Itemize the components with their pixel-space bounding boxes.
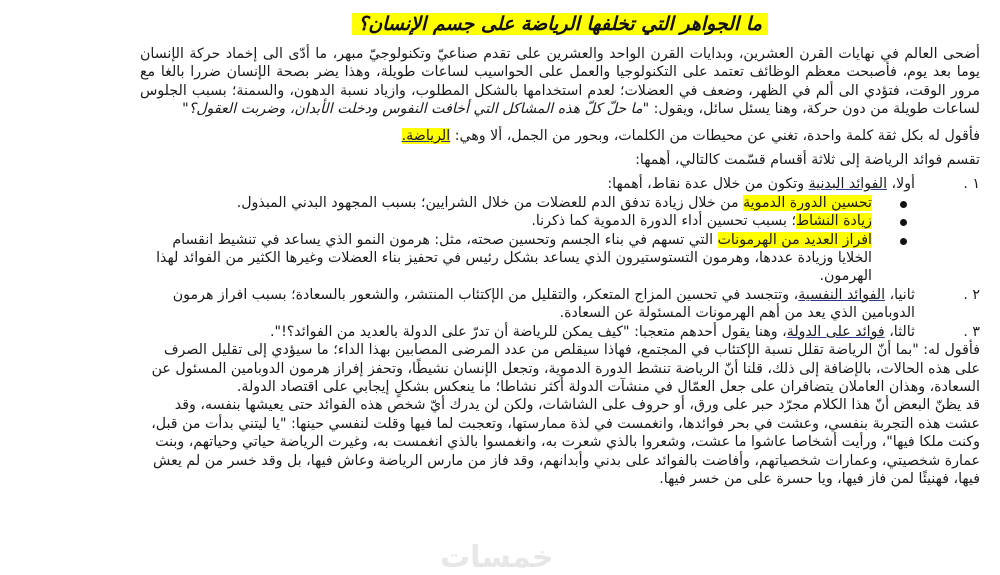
point-highlight: افراز العديد من الهرمونات <box>717 231 872 248</box>
bullet-icon <box>900 219 907 226</box>
list-item <box>140 194 915 212</box>
reply-paragraph: فأقول له: "بما أنّ الرياضة تقلل نسبة الإكتئاب في المجتمع، فهاذا سيقلص من عدد المرضى المصابين بهذا الداء؛ ما سيؤدي إلى تقليل الصرف على هذه الحالات، بالإضافة إلى ذلك، قلنا أنّ الرياضة تنشط الدورة الدموية، وتجعل الإنسان نشيطًا، وتحفز إفراز هرمون الدوبامين المسئول عن السعادة، وهذان العاملان يتضافران على جعل العمّال في منشآت الدولة أكثر نشاطا؛ ما ينعكس بشكلٍ إيجابي على اقتصاد الدولة. <box>151 342 980 395</box>
benefit-item-state <box>140 323 980 341</box>
physical-points-list <box>140 194 915 286</box>
point-highlight: زيادة النشاط <box>795 213 872 230</box>
point-text: التي تسهم في بناء الجسم وتحسين صحته، مثل: هرمون النمو الذي يساعد في تنشيط انقسام الخلايا وزيادة عددها، وهرمون التستوستيرون الذي يساعد بشكل رئيس في تحفيز بناء العضلات وغيرها الكثير من الفوائد لهذا الهرمون. <box>156 231 872 285</box>
benefit-item-psychological <box>140 286 980 323</box>
list-number: ١ . <box>963 176 980 193</box>
intro-quote: "ما حلّ كلّ هذه المشاكل التي أخافت النفوس ودخلت الأبدان، وضربت العقول؟" <box>182 101 650 118</box>
list-item <box>140 231 915 286</box>
answer-highlight: الرياضة. <box>401 127 451 144</box>
benefit-label: الفوائد النفسية <box>798 286 886 303</box>
benefit-label: الفوائد البدنية <box>808 176 888 193</box>
title-wrap <box>140 0 980 43</box>
bullet-icon <box>900 238 907 245</box>
benefit-label: فوائد على الدولة <box>786 323 885 340</box>
intro-paragraph <box>140 45 980 119</box>
benefit-prefix: أولا، <box>887 176 915 193</box>
benefit-text: ، وتتجسد في تحسين المزاج المتعكر، والتقليل من الإكتئاب المنتشر، والشعور بالسعادة؛ بسبب افراز هرمون الدوبامين الذي يعد من أهم الهرمونات المسئولة عن السعادة. <box>172 286 915 322</box>
document-page <box>140 0 980 488</box>
point-text: من خلال زيادة تدفق الدم للعضلات من خلال الشرايين؛ بسبب المجهود البدني المبذول. <box>236 194 744 211</box>
benefit-prefix: ثالثا، <box>884 323 915 340</box>
answer-text: فأقول له بكل ثقة كلمة واحدة، تغني عن محيطات من الكلمات، وبحور من الجمل، ألا وهي: <box>450 127 980 144</box>
benefit-text: ، وهنا يقول أحدهم متعجبا: "كيف يمكن للرياضة أن تدرّ على الدولة بالعديد من الفوائد؟!". <box>270 323 787 340</box>
list-number: ٢ . <box>963 286 980 303</box>
benefit-text: وتكون من خلال عدة نقاط، أهمها: <box>607 176 809 193</box>
answer-paragraph <box>140 127 980 145</box>
division-paragraph: تقسم فوائد الرياضة إلى ثلاثة أقسام قسّمت كالتالي، أهمها: <box>635 152 980 169</box>
point-text: ؛ بسبب تحسين أداء الدورة الدموية كما ذكرنا. <box>531 213 796 230</box>
watermark: خمسات <box>440 540 554 575</box>
document-title: ما الجواهر التي تخلفها الرياضة على جسم الإنسان؟ <box>352 13 768 35</box>
list-number: ٣ . <box>963 323 980 340</box>
benefit-item-physical <box>140 175 980 285</box>
list-item <box>140 212 915 230</box>
bullet-icon <box>900 201 907 208</box>
benefit-prefix: ثانيا، <box>885 286 915 303</box>
closing-paragraph: قد يظنّ البعض أنّ هذا الكلام مجرّد حبر على ورق، أو حروف على الشاشات، ولكن لن يدرك أيّ شخص هذه الفوائد حتى يعيشها بنفسه، وقد عشت هذه التجربة بنفسي، وعشت في بحر فوائدها، وانغمست في لذة ممارستها، وتعجبت لما فيها وقلت لنفسي حينها: "يا ليتني بدأت من قبل، وكنت ملكا فيها"، ورأيت أشخاصا عاشوا ما عشت، وشعروا بالذي شعرت به، وانغمسوا بالذي انغمست به، وغيرت الرياضة حياتي وحياتهم، وبنت عمارة شخصيتي، وعمارات شخصياتهم، وأفاضت بالفوائد على بدني وأبدانهم، وقد فاز من مارس الرياضة وعاش فيها، بل وقد خسر من لم يعش فيها، فهنيئًا لمن فاز فيها، ويا حسرة على من خسر فيها. <box>151 397 980 487</box>
benefits-list <box>140 175 980 341</box>
point-highlight: تحسين الدورة الدموية <box>743 194 872 211</box>
intro-text: أضحى العالم في نهايات القرن العشرين، وبدايات القرن الواحد والعشرين على تقدم صناعيّ وتكنولوجيّ مبهر، ما أدّى الى إخماد حركة الإنسان يوما بعد يوم، فأصبحت معظم الوظائف تعتمد على التكنولوجيا والعمل على الحواسيب لساعات طويلة، وهذا يضر بصحة الإنسان ضررا بالغا مع مرور الوقت، فتؤدي الى ألم في الظهر، وضعف في العضلات؛ لعدم استخدامها بالشكل المطلوب، وازياد نسبة الدهون، والسمنة؛ بسبب الجلوس لساعات طويلة من دون حركة، وهنا يسئل سائل، ويقول: <box>140 46 980 118</box>
